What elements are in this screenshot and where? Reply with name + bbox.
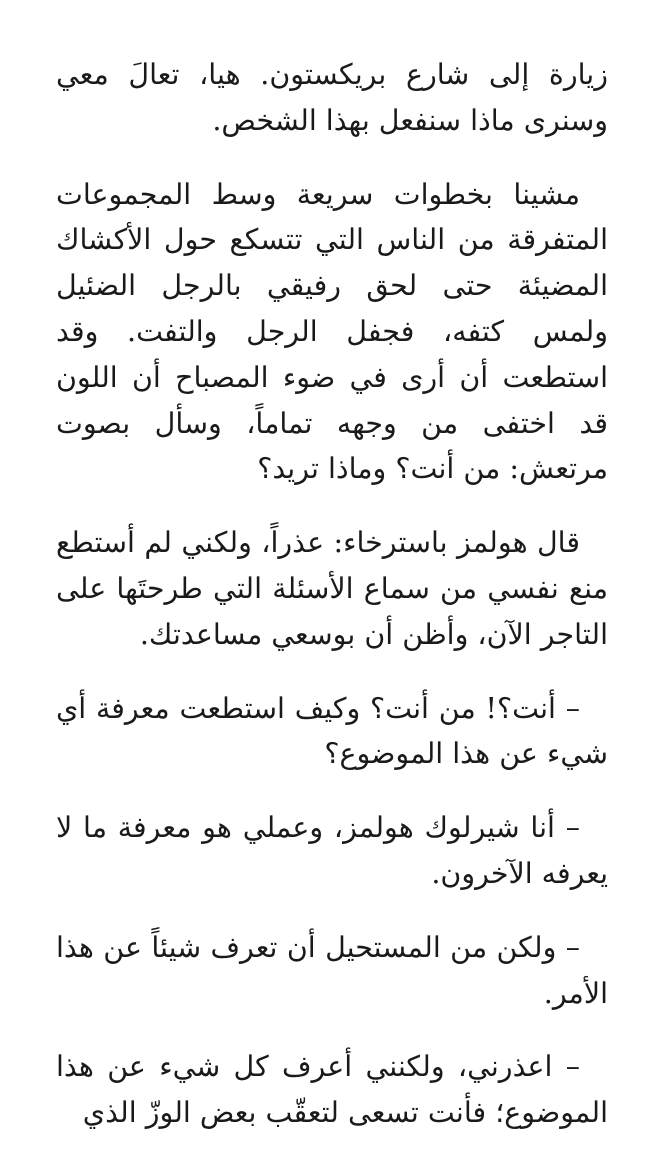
dialogue-line-4: – اعذرني، ولكنني أعرف كل شيء عن هذا الموضوع؛ فأنت تسعى لتعقّب بعض الوزّ الذي (56, 1050, 608, 1130)
dialogue-line-1: – أنت؟! من أنت؟ وكيف استطعت معرفة أي شيء عن هذا الموضوع؟ (56, 691, 608, 771)
paragraph-2: مشينا بخطوات سريعة وسط المجموعات المتفرقة من الناس التي تتسكع حول الأكشاك المضيئة حتى لحق رفيقي بالرجل الضئيل ولمس كتفه، فجفل الرجل والتفت. وقد استطعت أن أرى في ضوء المصباح أن اللون قد اختفى من وجهه تماماً، وسأل بصوت مرتعش: من أنت؟ وماذا تريد؟ (56, 177, 608, 486)
book-page (56, 52, 608, 1164)
paragraph-1: زيارة إلى شارع بريكستون. هيا، تعالَ معي وسنرى ماذا سنفعل بهذا الشخص. (56, 58, 608, 137)
dialogue-line-2: – أنا شيرلوك هولمز، وعملي هو معرفة ما لا يعرفه الآخرون. (56, 811, 608, 890)
paragraph-3: قال هولمز باسترخاء: عذراً، ولكني لم أستطع منع نفسي من سماع الأسئلة التي طرحتَها على التاجر الآن، وأظن أن بوسعي مساعدتك. (56, 526, 608, 651)
dialogue-line-3: – ولكن من المستحيل أن تعرف شيئاً عن هذا الأمر. (56, 930, 608, 1010)
